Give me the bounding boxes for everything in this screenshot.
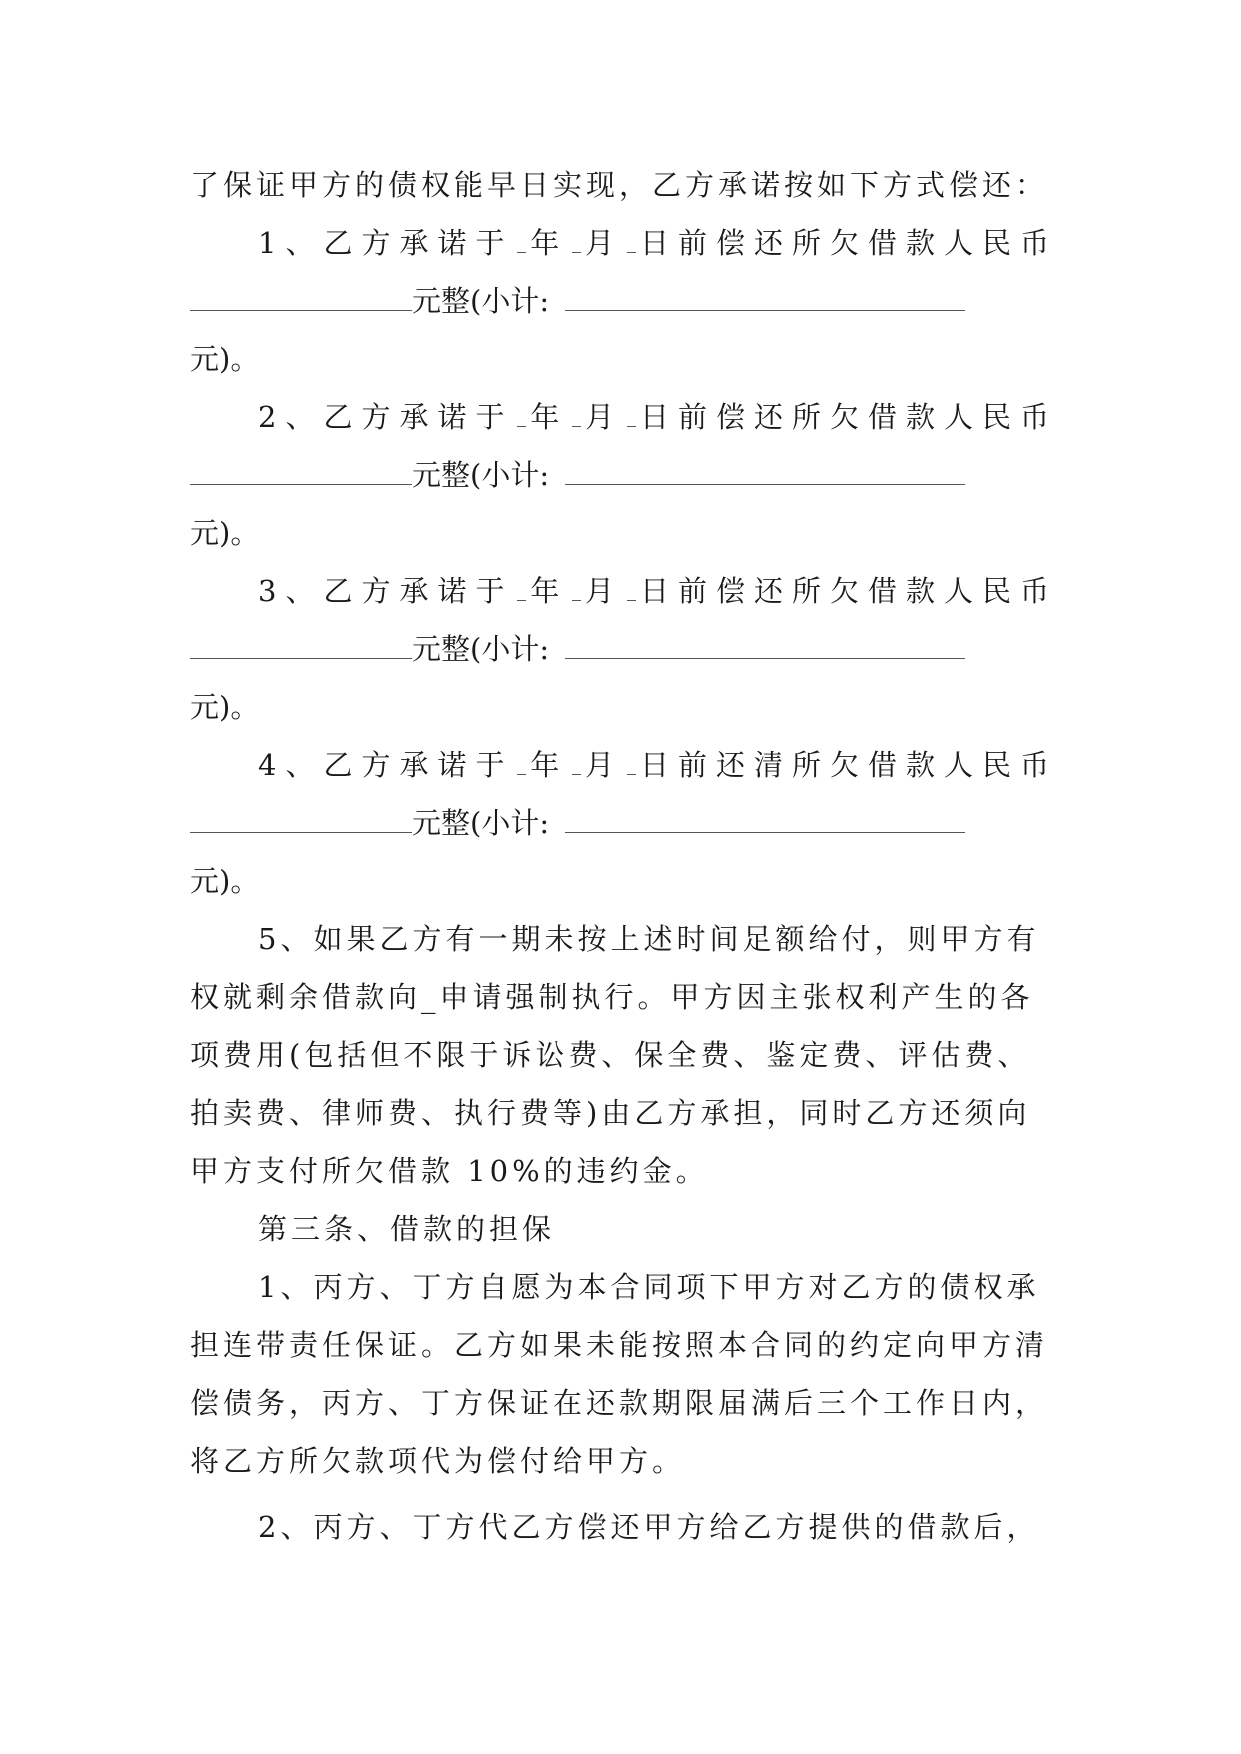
item-2-end: 元)。 — [190, 516, 260, 550]
item-5-line-4: 拍卖费、律师费、执行费等)由乙方承担，同时乙方还须向 — [190, 1096, 1031, 1130]
item-3-end: 元)。 — [190, 690, 260, 724]
item-3-line — [190, 569, 1058, 613]
item-text: 、乙方承诺于 — [285, 574, 514, 608]
item-4-end: 元)。 — [190, 864, 260, 898]
item-text: 、乙方承诺于 — [285, 400, 514, 434]
item-text: 、乙方承诺于 — [285, 226, 514, 260]
item-text: 日前偿还所欠借款人民币 — [639, 574, 1058, 608]
article-3-p1-line-2: 担连带责任保证。乙方如果未能按照本合同的约定向甲方清 — [190, 1328, 1049, 1362]
item-2-line — [190, 395, 1058, 439]
item-1-end: 元)。 — [190, 342, 260, 376]
item-number: 4 — [258, 748, 286, 782]
blank-field[interactable] — [627, 752, 636, 775]
intro-line: 了保证甲方的债权能早日实现，乙方承诺按如下方式偿还： — [190, 168, 1049, 202]
blank-field[interactable] — [572, 404, 581, 427]
item-2-amount-line — [190, 453, 1058, 497]
item-1-amount-line — [190, 279, 1058, 323]
blank-field[interactable] — [627, 578, 636, 601]
blank-field[interactable] — [572, 578, 581, 601]
item-text: 日前偿还所欠借款人民币 — [639, 400, 1058, 434]
month-label: 月 — [585, 574, 624, 608]
article-3-p2-line-1: 2、丙方、丁方代乙方偿还甲方给乙方提供的借款后， — [258, 1510, 1040, 1544]
amount-blank[interactable] — [190, 810, 412, 833]
blank-field[interactable] — [517, 752, 526, 775]
year-label: 年 — [530, 226, 569, 260]
subtotal-blank[interactable] — [565, 810, 965, 833]
item-5-line-2: 权就剩余借款向_申请强制执行。甲方因主张权利产生的各 — [190, 980, 1034, 1014]
article-3-p1-line-4: 将乙方所欠款项代为偿付给甲方。 — [190, 1444, 686, 1478]
subtotal-blank[interactable] — [565, 288, 965, 311]
item-5-line-3: 项费用(包括但不限于诉讼费、保全费、鉴定费、评估费、 — [190, 1038, 1031, 1072]
item-3-amount-line — [190, 627, 1058, 671]
month-label: 月 — [585, 748, 624, 782]
item-text: 日前偿还所欠借款人民币 — [639, 226, 1058, 260]
item-4-amount-line — [190, 801, 1058, 845]
blank-field[interactable] — [627, 230, 636, 253]
blank-field[interactable] — [572, 230, 581, 253]
article-3-heading: 第三条、借款的担保 — [258, 1212, 556, 1246]
item-1-line — [190, 221, 1058, 265]
item-number: 3 — [258, 574, 286, 608]
article-3-p1-line-3: 偿债务，丙方、丁方保证在还款期限届满后三个工作日内， — [190, 1386, 1049, 1420]
amount-blank[interactable] — [190, 636, 412, 659]
month-label: 月 — [585, 226, 624, 260]
amount-blank[interactable] — [190, 288, 412, 311]
item-number: 2 — [258, 400, 286, 434]
amount-label: 元整(小计: — [412, 284, 550, 318]
item-text: 日前还清所欠借款人民币 — [639, 748, 1058, 782]
amount-label: 元整(小计: — [412, 806, 550, 840]
blank-field[interactable] — [572, 752, 581, 775]
item-4-line — [190, 743, 1058, 787]
subtotal-blank[interactable] — [565, 462, 965, 485]
blank-field[interactable] — [517, 578, 526, 601]
amount-label: 元整(小计: — [412, 632, 550, 666]
item-number: 1 — [258, 226, 286, 260]
item-5-line-5: 甲方支付所欠借款 10%的违约金。 — [190, 1154, 709, 1188]
item-text: 、乙方承诺于 — [285, 748, 514, 782]
item-5-line-1: 5、如果乙方有一期未按上述时间足额给付，则甲方有 — [258, 922, 1040, 956]
amount-blank[interactable] — [190, 462, 412, 485]
blank-field[interactable] — [627, 404, 636, 427]
blank-field[interactable] — [517, 230, 526, 253]
article-3-p1-line-1: 1、丙方、丁方自愿为本合同项下甲方对乙方的债权承 — [258, 1270, 1040, 1304]
month-label: 月 — [585, 400, 624, 434]
year-label: 年 — [530, 748, 569, 782]
year-label: 年 — [530, 574, 569, 608]
amount-label: 元整(小计: — [412, 458, 550, 492]
subtotal-blank[interactable] — [565, 636, 965, 659]
year-label: 年 — [530, 400, 569, 434]
blank-field[interactable] — [517, 404, 526, 427]
